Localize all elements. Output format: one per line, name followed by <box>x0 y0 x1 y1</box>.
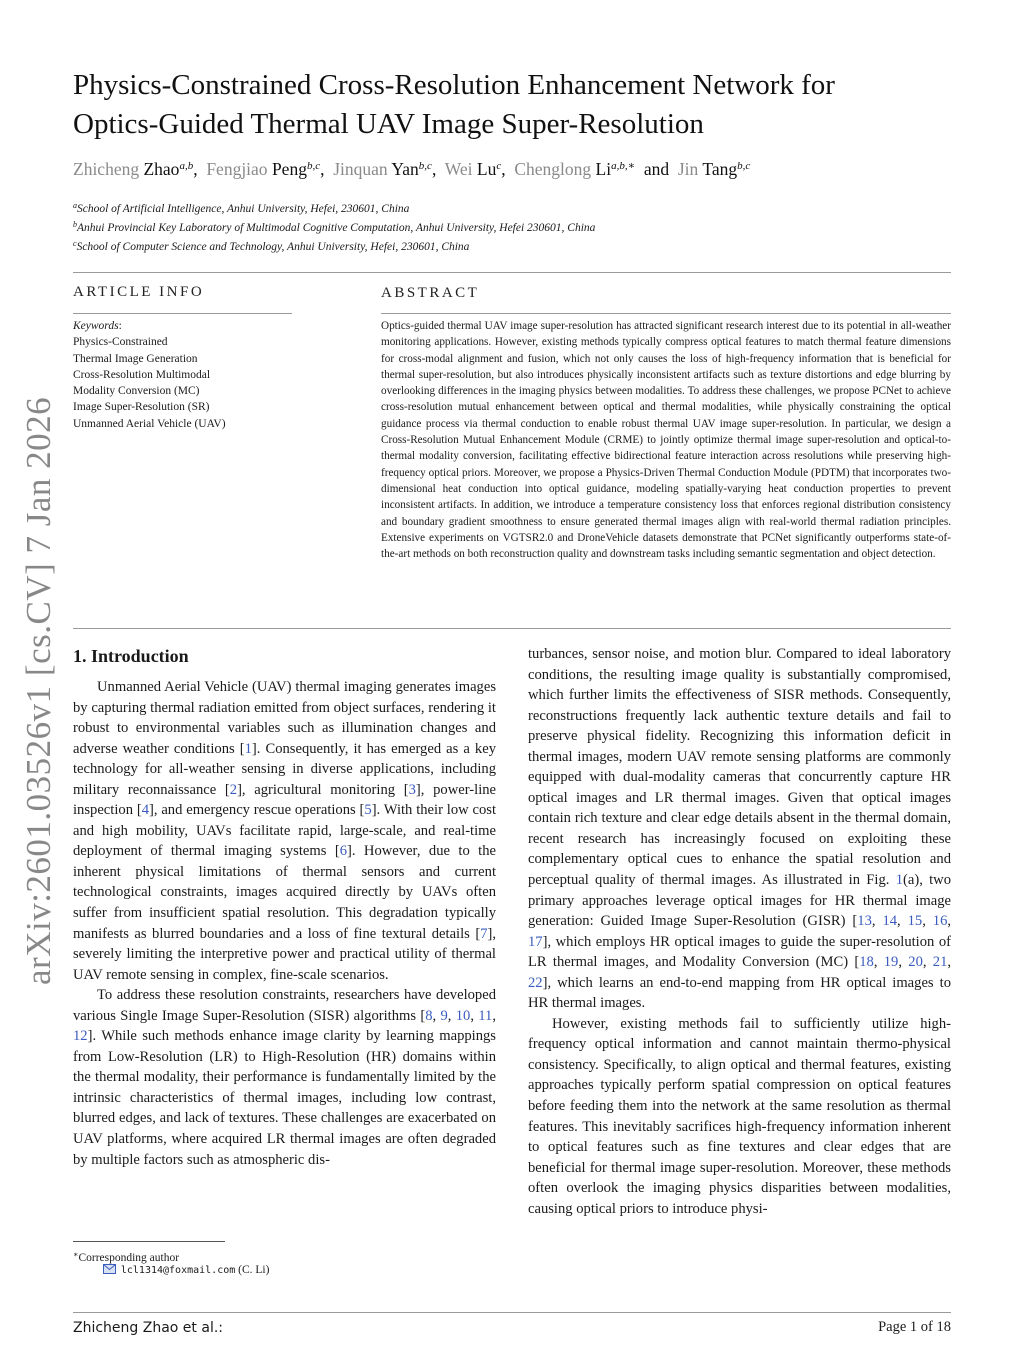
author: Wei Lu$^c$ <box>444 159 502 179</box>
section-heading-introduction: 1. Introduction <box>73 646 189 666</box>
title-line-1: Physics-Constrained Cross-Resolution Enhancement Network for <box>73 69 835 101</box>
keyword: Cross-Resolution Multimodal <box>73 368 211 381</box>
affiliation: $^a$School of Artificial Intelligence, Anhui University, Hefei, 230601, China <box>73 201 410 215</box>
abstract-heading: ABSTRACT <box>381 285 480 301</box>
citation-link[interactable]: 18 <box>859 954 874 971</box>
abstract-text: Optics-guided thermal UAV image super-resolution has attracted significant research interest due to its potential in all-weather monitoring applications. However, existing methods typically compress optical features to match thermal feature dimensions for cross-modal alignment and fusion, which not only causes the loss of high-frequency information that is beneficial for thermal super-resolution, but also introduces physically inconsistent artifacts such as texture distortions and edge blurring by overlooking differences in the imaging physics between modalities. To address these challenges, we propose PCNet to achieve cross-resolution mutual enhancement between optical and thermal modalities, while physically constraining the optical guidance process via thermal conduction to enable robust thermal UAV image super-resolution. In particular, we design a Cross-Resolution Mutual Enhancement Module (CRME) to jointly optimize thermal image super-resolution and optical-to-thermal modality conversion, facilitating effective bidirectional feature interaction across resolutions while preserving high-frequency optical priors. Moreover, we propose a Physics-Driven Thermal Conduction Module (PDTM) that incorporates two-dimensional heat conduction into optical guidance, modeling spatially-varying heat conduction properties to prevent inconsistent artifacts. In addition, we introduce a temperature consistency loss that enforces regional distribution consistency and boundary gradient smoothness to ensure generated thermal images align with real-world thermal radiation principles. Extensive experiments on VGTSR2.0 and DroneVehicle datasets demonstrate that PCNet significantly outperforms state-of-the-art methods on both reconstruction quality and downstream tasks including semantic segmentation and object detection. <box>381 320 951 561</box>
citation-link[interactable]: 4 <box>141 802 149 819</box>
divider <box>73 1312 951 1313</box>
divider <box>73 628 951 629</box>
citation-link[interactable]: 20 <box>908 954 923 971</box>
authors-and: and <box>643 159 670 179</box>
citation-link[interactable]: 1 <box>244 740 252 757</box>
citation-link[interactable]: 12 <box>73 1028 88 1045</box>
paper-title <box>73 66 973 144</box>
article-info-heading: ARTICLE INFO <box>73 284 205 300</box>
citation-link[interactable]: 13 <box>857 913 872 930</box>
keyword: Thermal Image Generation <box>73 352 198 365</box>
footnote-email: lcl1314@foxmail.com (C. Li) <box>103 1264 269 1276</box>
paragraph: turbances, sensor noise, and motion blur. Compared to ideal laboratory conditions, the resulting image quality is substantially compromised, which further limits the effectiveness of SISR methods. Consequently, reconstructions frequently lack authentic texture details and fail to preserve physical fidelity. Recognizing this information deficit in thermal images, modern UAV remote sensing platforms are commonly equipped with dual-modality cameras that concurrently capture HR optical images and LR thermal images. Given that optical images contain rich texture and clear edge details absent in the thermal domain, recent research has increasingly focused on exploiting these complementary optical cues to enhance the spatial resolution and perceptual quality of thermal images. As illustrated in Fig. 1(a), two primary approaches leverage optical images for HR thermal image generation: Guided Image Super-Resolution (GISR) [13, 14, 15, 16, 17], which employs HR optical images to guide the super-resolution of LR thermal images, and Modality Conversion (MC) [18, 19, 20, 21, 22], which learns an end-to-end mapping from HR optical images to HR thermal images. <box>528 646 952 1012</box>
citation-link[interactable]: 19 <box>883 954 899 971</box>
citation-link[interactable]: 9 <box>440 1007 448 1024</box>
author: Chenglong $Li^{a,b,∗}$ <box>514 159 636 179</box>
email-link[interactable]: lcl1314@foxmail.com <box>120 1265 236 1276</box>
footer-page-number: Page 1 of 18 <box>878 1319 951 1335</box>
keyword: Modality Conversion (MC) <box>73 385 200 398</box>
keywords-block <box>73 318 303 432</box>
citation-link[interactable]: 8 <box>425 1007 433 1024</box>
citation-link[interactable]: 3 <box>408 781 416 798</box>
citation-link[interactable]: 6 <box>339 843 347 860</box>
footer-authors: Zhicheng Zhao et al.: <box>73 1320 223 1336</box>
author-list: Zhicheng Zhao$^{a,b}$, Fengjiao Peng$^{b,c}$, Jinquan Yan$^{b,c}$, Wei Lu$^c$, Chenglong $Li^{a,b,∗}$ and Jin Tang$^{b,c}$ <box>73 159 751 179</box>
title-line-2: Optics-Guided Thermal UAV Image Super-Resolution <box>73 108 704 140</box>
author: Jin Tang$^{b,c}$ <box>677 159 751 179</box>
body-column-left <box>73 677 496 1170</box>
keywords-label: Keywords: <box>73 320 122 332</box>
citation-link[interactable]: 22 <box>528 974 543 991</box>
paragraph: However, existing methods fail to sufficiently utilize high-frequency optical information and cannot maintain thermo-physical consistency. Specifically, to align optical and thermal features, existing approaches typically perform spatial compression on optical features before feeding them into the network at the same resolution as thermal features. This inevitably sacrifices high-frequency information inherent to optical features such as fine textures and clear edges that are beneficial for thermal image super-resolution. Moreover, these methods often overlook the imaging physics disparities between modalities, causing optical priors to introduce physi- <box>528 1015 951 1217</box>
author: Jinquan Yan$^{b,c}$ <box>333 159 432 179</box>
affiliation: $^c$School of Computer Science and Technology, Anhui University, Hefei, 230601, China <box>73 239 470 253</box>
envelope-icon <box>103 1264 116 1274</box>
citation-link[interactable]: 5 <box>364 802 372 819</box>
citation-link[interactable]: 16 <box>932 913 948 930</box>
citation-link[interactable]: 11 <box>478 1007 493 1024</box>
keyword: Image Super-Resolution (SR) <box>73 401 210 414</box>
arxiv-side-stamp: arXiv:2601.03526v1 [cs.CV] 7 Jan 2026 <box>19 396 58 985</box>
keyword: Unmanned Aerial Vehicle (UAV) <box>73 417 226 430</box>
divider <box>73 313 292 314</box>
paragraph: Unmanned Aerial Vehicle (UAV) thermal imaging generates images by capturing thermal radiation emitted from object surfaces, rendering it robust to environmental variables such as illumination changes and adverse weather conditions [1]. Consequently, it has emerged as a key technology for all-weather sensing in diverse applications, including military reconnaissance [2], agricultural monitoring [3], power-line inspection [4], and emergency rescue operations [5]. With their low cost and high mobility, UAVs facilitate rapid, large-scale, and real-time deployment of thermal imaging systems [6]. However, due to the inherent physical limitations of thermal sensors and current technological constraints, images acquired directly by UAVs often suffer from insufficient spatial resolution. This degradation typically manifests as blurred boundaries and a loss of fine textural details [7], severely limiting the interpretive power and practical utility of thermal UAV remote sensing in complex, fine-scale scenarios. <box>73 679 497 983</box>
citation-link[interactable]: 15 <box>907 913 923 930</box>
citation-link[interactable]: 14 <box>882 913 898 930</box>
citation-link[interactable]: 17 <box>528 933 543 950</box>
footnote-corresponding: ∗Corresponding author <box>73 1250 180 1264</box>
body-column-right <box>528 644 951 1219</box>
citation-link[interactable]: 21 <box>932 954 948 971</box>
citation-link[interactable]: 10 <box>455 1007 471 1024</box>
affiliation: $^b$Anhui Provincial Key Laboratory of Multimodal Cognitive Computation, Anhui University, Hefei 230601, China <box>73 220 596 234</box>
author: Fengjiao Peng$^{b,c}$ <box>206 159 321 179</box>
divider <box>381 313 951 314</box>
divider <box>73 272 951 273</box>
citation-link[interactable]: 7 <box>480 925 488 942</box>
paragraph: To address these resolution constraints, researchers have developed various Single Image Super-Resolution (SISR) algorithms [8, 9, 10, 11, 12]. While such methods enhance image clarity by learning mappings from Low-Resolution (LR) to High-Resolution (HR) domains within the thermal modality, their performance is fundamentally limited by the intrinsic characteristics of thermal images, including low contrast, blurred edges, and lack of textures. These challenges are exacerbated on UAV platforms, where acquired LR thermal images are often degraded by multiple factors such as atmospheric dis- <box>73 987 496 1168</box>
author: Zhicheng Zhao$^{a,b}$ <box>73 159 194 179</box>
affiliations <box>73 200 973 257</box>
citation-link[interactable]: 2 <box>229 781 238 798</box>
citation-link[interactable]: 1 <box>895 872 903 889</box>
keyword: Physics-Constrained <box>73 336 168 349</box>
footnote-rule <box>73 1241 225 1242</box>
